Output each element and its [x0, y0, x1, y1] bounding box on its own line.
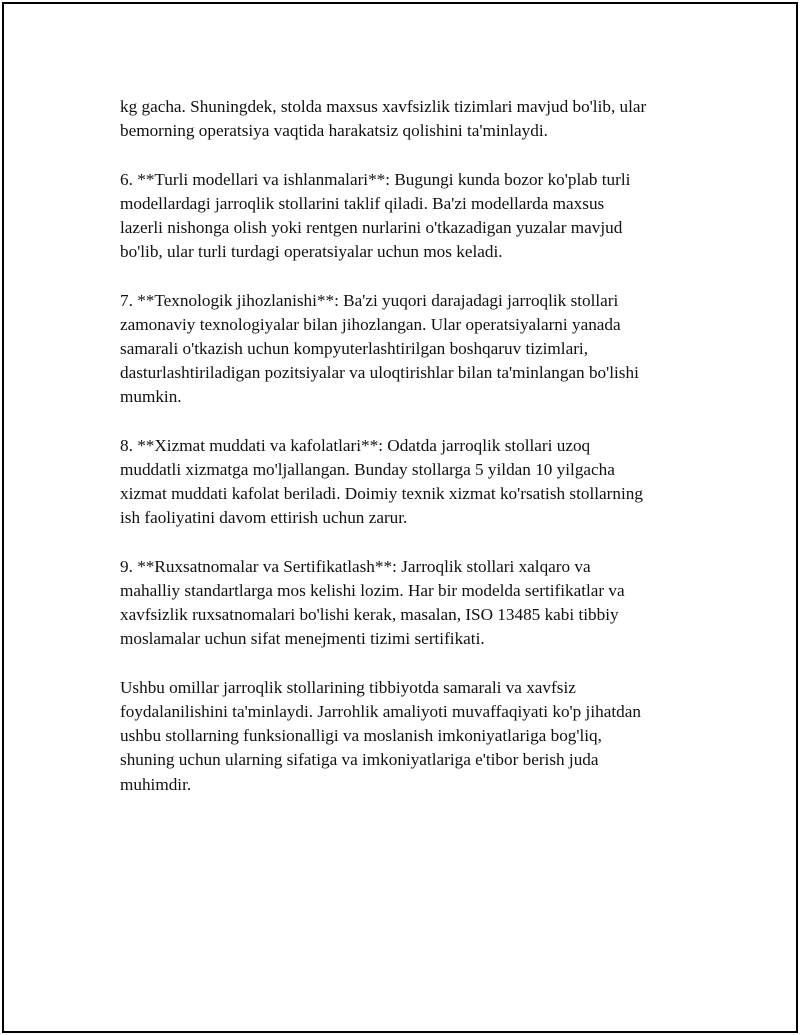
paragraph-continuation: kg gacha. Shuningdek, stolda maxsus xavfsizlik tizimlari mavjud bo'lib, ular bemorning operatsiya vaqtida harakatsiz qolishini ta'minlaydi. — [120, 97, 647, 141]
paragraph-item-6: 6. **Turli modellari va ishlanmalari**: Bugungi kunda bozor ko'plab turli modellardagi jarroqlik stollarini taklif qiladi. Ba'zi modellarda maxsus lazerli nishonga olish yoki rentgen nurlarini o'tkazadigan yuzalar mavjud bo'lib, ular turli turdagi operatsiyalar uchun mos keladi. — [120, 169, 631, 262]
paragraph-item-7: 7. **Texnologik jihozlanishi**: Ba'zi yuqori darajadagi jarroqlik stollari zamonaviy texnologiyalar bilan jihozlangan. Ular operatsiyalarni yanada samarali o'tkazish uchun kompyuterlashtirilgan boshqaruv tizimlari, dasturlashtiriladigan pozitsiyalar va uloqtirishlar bilan ta'minlangan bo'lishi mumkin. — [120, 290, 639, 407]
paragraph-item-9: 9. **Ruxsatnomalar va Sertifikatlash**: Jarroqlik stollari xalqaro va mahalliy standartlarga mos kelishi lozim. Har bir modelda sertifikatlar va xavfsizlik ruxsatnomalari bo'lishi kerak, masalan, ISO 13485 kabi tibbiy moslamalar uchun sifat menejmenti tizimi sertifikati. — [120, 556, 625, 649]
page-frame — [2, 2, 798, 1033]
paragraph-conclusion: Ushbu omillar jarroqlik stollarining tibbiyotda samarali va xavfsiz foydalanilishini ta'minlaydi. Jarrohlik amaliyoti muvaffaqiyati ko'p jihatdan ushbu stollarning funksionalligi va moslanish imkoniyatlariga bog'liq, shuning uchun ularning sifatiga va imkoniyatlariga e'tibor berish juda muhimdir. — [120, 677, 641, 794]
paragraph-item-8: 8. **Xizmat muddati va kafolatlari**: Odatda jarroqlik stollari uzoq muddatli xizmatga mo'ljallangan. Bunday stollarga 5 yildan 10 yilgacha xizmat muddati kafolat beriladi. Doimiy texnik xizmat ko'rsatish stollarning ish faoliyatini davom ettirish uchun zarur. — [120, 435, 643, 528]
document-body — [120, 95, 698, 821]
